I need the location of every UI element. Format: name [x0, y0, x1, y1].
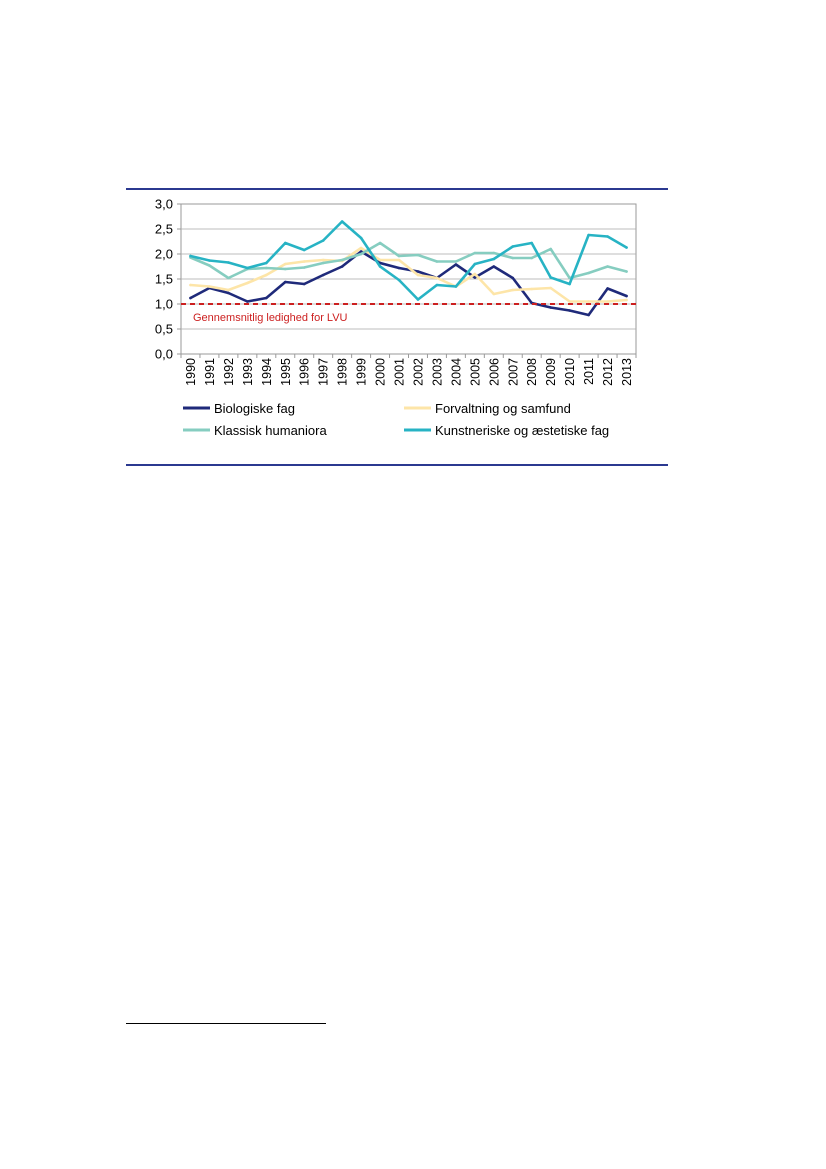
data-point: [625, 295, 628, 298]
x-tick-label: 1999: [354, 358, 369, 386]
x-tick-label: 2005: [468, 358, 483, 386]
data-point: [606, 265, 609, 268]
legend-label: Biologiske fag: [214, 401, 295, 416]
x-tick-label: 2004: [449, 358, 464, 386]
data-point: [322, 262, 325, 265]
data-point: [606, 235, 609, 238]
data-point: [208, 259, 211, 262]
data-point: [265, 267, 268, 270]
legend-label: Forvaltning og samfund: [435, 401, 571, 416]
data-point: [360, 237, 363, 240]
x-tick-label: 2007: [506, 358, 521, 386]
data-point: [227, 292, 230, 295]
data-point: [493, 265, 496, 268]
data-point: [303, 249, 306, 252]
data-point: [265, 297, 268, 300]
data-point: [246, 300, 249, 303]
data-point: [322, 274, 325, 277]
series-line-0: [191, 252, 627, 316]
data-point: [587, 300, 590, 303]
x-tick-label: 2009: [544, 358, 559, 386]
data-point: [227, 261, 230, 264]
data-point: [284, 242, 287, 245]
x-tick-label: 2008: [525, 358, 540, 386]
x-tick-label: 2013: [620, 358, 635, 386]
data-point: [549, 306, 552, 309]
data-point: [549, 248, 552, 251]
data-point: [379, 265, 382, 268]
x-tick-label: 2000: [373, 358, 388, 386]
data-point: [625, 270, 628, 273]
legend-label: Kunstneriske og æstetiske fag: [435, 423, 610, 438]
data-point: [436, 277, 439, 280]
y-tick-label: 1,0: [154, 296, 173, 312]
data-point: [398, 279, 401, 282]
data-point: [493, 293, 496, 296]
y-tick-label: 2,5: [154, 221, 173, 237]
x-tick-label: 2001: [392, 358, 407, 386]
footnote-separator: [126, 1023, 326, 1024]
data-point: [511, 277, 514, 280]
data-point: [417, 270, 420, 273]
data-point: [284, 281, 287, 284]
figure-bottom-rule: [126, 464, 668, 466]
data-point: [246, 267, 249, 270]
data-point: [379, 259, 382, 262]
x-tick-label: 1997: [316, 358, 331, 386]
x-tick-label: 1996: [297, 358, 312, 386]
x-tick-label: 1998: [335, 358, 350, 386]
data-point: [303, 266, 306, 269]
data-point: [436, 284, 439, 287]
data-point: [398, 259, 401, 262]
data-point: [568, 309, 571, 312]
data-point: [436, 260, 439, 263]
data-point: [568, 283, 571, 286]
x-tick-label: 2002: [411, 358, 426, 386]
x-tick-label: 2010: [563, 358, 578, 386]
data-point: [530, 288, 533, 291]
y-tick-label: 1,5: [154, 271, 173, 287]
data-point: [360, 253, 363, 256]
x-tick-label: 1990: [183, 358, 198, 386]
data-point: [417, 254, 420, 257]
data-point: [511, 245, 514, 248]
data-point: [227, 289, 230, 292]
data-point: [417, 274, 420, 277]
data-point: [587, 272, 590, 275]
data-point: [227, 277, 230, 280]
data-point: [493, 258, 496, 261]
data-point: [474, 263, 477, 266]
data-point: [530, 242, 533, 245]
x-tick-label: 1991: [202, 358, 217, 386]
x-tick-label: 2011: [582, 358, 597, 385]
x-tick-label: 2012: [601, 358, 616, 386]
data-point: [265, 262, 268, 265]
data-point: [246, 282, 249, 285]
data-point: [549, 287, 552, 290]
data-point: [189, 255, 192, 258]
series-line-3: [191, 222, 627, 300]
x-tick-label: 1993: [240, 358, 255, 386]
x-tick-label: 2003: [430, 358, 445, 386]
data-point: [265, 274, 268, 277]
x-tick-label: 1995: [278, 358, 293, 386]
data-point: [511, 289, 514, 292]
data-point: [606, 300, 609, 303]
data-point: [208, 285, 211, 288]
data-point: [474, 252, 477, 255]
y-tick-label: 3,0: [154, 196, 173, 212]
data-point: [322, 259, 325, 262]
data-point: [360, 247, 363, 250]
series-line-2: [191, 243, 627, 278]
data-point: [398, 255, 401, 258]
data-point: [493, 252, 496, 255]
data-point: [417, 298, 420, 301]
data-point: [189, 297, 192, 300]
reference-line-label: Gennemsnitlig ledighed for LVU: [193, 312, 348, 324]
data-point: [208, 264, 211, 267]
data-point: [549, 276, 552, 279]
data-point: [455, 285, 458, 288]
y-tick-label: 0,0: [154, 346, 173, 362]
data-point: [189, 284, 192, 287]
data-point: [606, 287, 609, 290]
data-point: [625, 299, 628, 302]
data-point: [511, 257, 514, 260]
data-point: [303, 260, 306, 263]
y-tick-label: 2,0: [154, 246, 173, 262]
data-point: [379, 242, 382, 245]
data-point: [341, 265, 344, 268]
data-point: [474, 273, 477, 276]
data-point: [398, 267, 401, 270]
data-point: [530, 257, 533, 260]
data-point: [455, 263, 458, 266]
x-tick-label: 2006: [487, 358, 502, 386]
data-point: [284, 268, 287, 271]
x-tick-label: 1992: [221, 358, 236, 386]
x-tick-label: 1994: [259, 358, 274, 386]
y-tick-label: 0,5: [154, 321, 173, 337]
data-point: [322, 239, 325, 242]
legend-label: Klassisk humaniora: [214, 423, 327, 438]
data-point: [587, 234, 590, 237]
data-point: [625, 246, 628, 249]
data-point: [284, 263, 287, 266]
data-point: [455, 260, 458, 263]
data-point: [303, 283, 306, 286]
data-point: [341, 259, 344, 262]
data-point: [568, 300, 571, 303]
data-point: [587, 314, 590, 317]
data-point: [341, 220, 344, 223]
